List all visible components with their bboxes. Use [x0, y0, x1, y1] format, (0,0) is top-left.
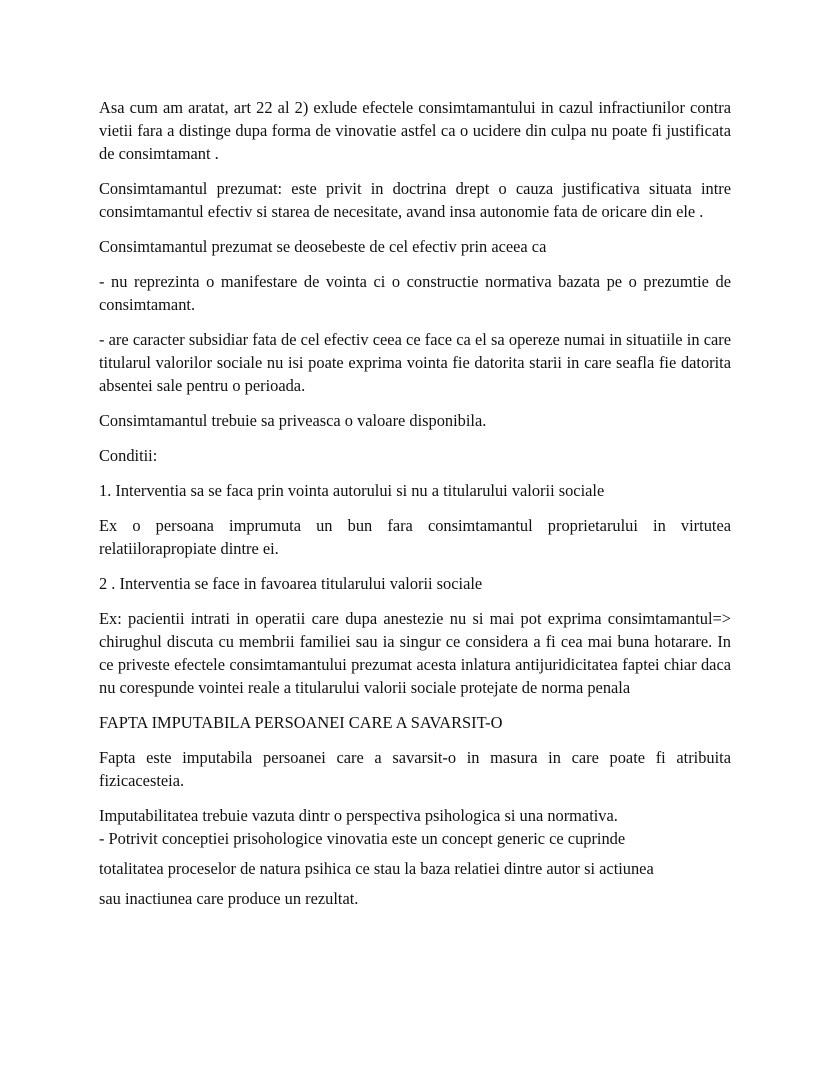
list-item-psychological-line-3: sau inactiunea care produce un rezultat.: [99, 889, 359, 908]
example-condition-1: Ex o persoana imprumuta un bun fara consimtamantul proprietarului in virtutea relatiilorapropiate dintre ei.: [99, 516, 731, 558]
paragraph-imputable: Fapta este imputabila persoanei care a savarsit-o in masura in care poate fi atribuita fizicacesteia.: [99, 748, 731, 790]
section-heading: FAPTA IMPUTABILA PERSOANEI CARE A SAVARSIT-O: [99, 713, 503, 732]
paragraph-presumed-consent: Consimtamantul prezumat: este privit in doctrina drept o cauza justificativa situata intre consimtamantul efectiv si starea de necesitate, avand insa autonomie fata de oricare din ele .: [99, 179, 731, 221]
document-page: [99, 96, 731, 917]
paragraph-available-value: Consimtamantul trebuie sa priveasca o valoare disponibila.: [99, 411, 487, 430]
paragraph-differences-intro: Consimtamantul prezumat se deosebeste de cel efectiv prin aceea ca: [99, 237, 547, 256]
example-condition-2: Ex: pacientii intrati in operatii care dupa anestezie nu si mai pot exprima consimtamantul=> chirughul discuta cu membrii familiei sau ia singur ce considera a fi cea mai buna hotarare. In ce priveste efectele consimtamantului prezumat acesta inlatura antijuridicitatea faptei chiar daca nu corespunde vointei reale a titularului valorii sociale protejate de norma penala: [99, 609, 731, 697]
paragraph-art22: Asa cum am aratat, art 22 al 2) exlude efectele consimtamantului in cazul infractiunilor contra vietii fara a distinge dupa forma de vinovatie astfel ca o ucidere din culpa nu poate fi justificata de consimtamant .: [99, 98, 731, 163]
paragraph-imputability: Imputabilitatea trebuie vazuta dintr o perspectiva psihologica si una normativa.: [99, 806, 618, 825]
conditions-heading: Conditii:: [99, 446, 158, 465]
list-item-normative-construct: - nu reprezinta o manifestare de vointa ci o constructie normativa bazata pe o prezumtie de consimtamant.: [99, 272, 731, 314]
list-item-subsidiary: - are caracter subsidiar fata de cel efectiv ceea ce face ca el sa opereze numai in situatiile in care titularul valorilor sociale nu isi poate exprima vointa fie datorita starii in care seafla fie datorita absentei sale pentru o perioada.: [99, 330, 731, 395]
condition-2: 2 . Interventia se face in favoarea titularului valorii sociale: [99, 574, 483, 593]
list-item-psychological-line-1: - Potrivit conceptiei prisohologice vinovatia este un concept generic ce cuprinde: [99, 829, 626, 848]
condition-1: 1. Interventia sa se faca prin vointa autorului si nu a titularului valorii sociale: [99, 481, 605, 500]
list-item-psychological-line-2: totalitatea proceselor de natura psihica ce stau la baza relatiei dintre autor si actiunea: [99, 859, 654, 878]
